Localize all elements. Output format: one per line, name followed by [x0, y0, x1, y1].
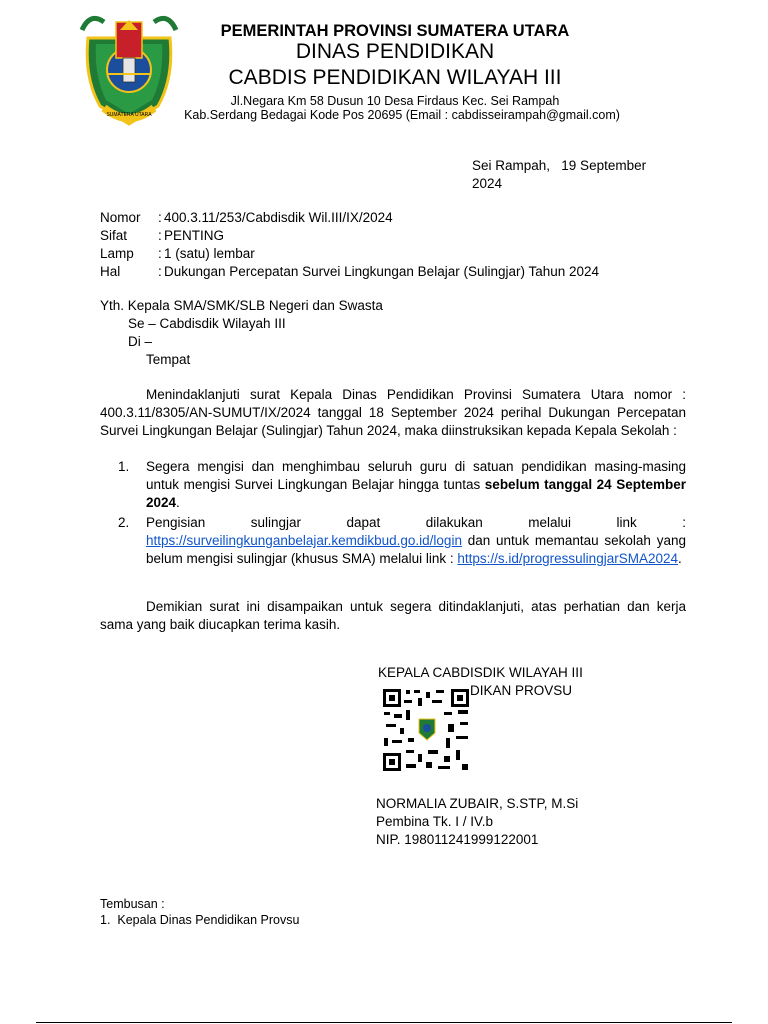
- meta-row-sifat: Sifat : PENTING: [100, 228, 225, 243]
- cc-item: 1. Kepala Dinas Pendidikan Provsu: [100, 913, 300, 927]
- item-text: Segera mengisi dan menghimbau seluruh guru di satuan pendidikan masing-masing untuk mengisi Survei Lingkungan Belajar hingga tuntas: [146, 459, 686, 492]
- header-branch: CABDIS PENDIDIKAN WILAYAH III: [228, 66, 562, 89]
- item-text: dan untuk memantau sekolah yang belum mengisi sulingjar (khusus SMA) melalui link :: [146, 533, 686, 566]
- meta-key: Hal: [100, 264, 121, 279]
- list-item: [118, 514, 686, 568]
- instruction-list: [118, 458, 686, 568]
- survey-login-link[interactable]: https://surveilingkunganbelajar.kemdikbud.go.id/login: [146, 533, 462, 548]
- list-item: [118, 458, 686, 512]
- signatory-title: KEPALA CABDISDIK WILAYAH III: [378, 665, 583, 680]
- header-office: DINAS PENDIDIKAN: [295, 40, 495, 63]
- recipient-line-2: Se – Cabdisdik Wilayah III: [128, 316, 286, 331]
- signatory-rank: Pembina Tk. I / IV.b: [376, 814, 494, 829]
- closing-paragraph: Demikian surat ini disampaikan untuk segera ditindaklanjuti, atas perhatian dan kerja sama yang baik diucapkan terima kasih.: [100, 599, 686, 632]
- item-end: .: [176, 495, 180, 510]
- meta-row-hal: Hal : Dukungan Percepatan Survei Lingkungan Belajar (Sulingjar) Tahun 2024: [100, 264, 600, 279]
- meta-value: 1 (satu) lembar: [164, 246, 255, 261]
- item-end: .: [678, 551, 682, 566]
- qr-code-signature: [382, 688, 470, 772]
- list-number: 2.: [118, 515, 130, 530]
- svg-text:SUMATERA UTARA: SUMATERA UTARA: [106, 112, 152, 118]
- meta-row-lamp: Lamp : 1 (satu) lembar: [100, 246, 255, 261]
- cc-heading: Tembusan :: [100, 897, 165, 911]
- signatory-name: NORMALIA ZUBAIR, S.STP, M.Si: [376, 796, 579, 811]
- letter-date-line-1: Sei Rampah, 19 September: [472, 158, 647, 173]
- header-address-line-1: Jl.Negara Km 58 Dusun 10 Desa Firdaus Kec. Sei Rampah: [230, 94, 560, 108]
- recipient-line-4: Tempat: [146, 352, 191, 367]
- header-address-line-2: Kab.Serdang Bedagai Kode Pos 20695 (Email : cabdisseirampah@gmail.com): [184, 108, 620, 122]
- meta-value: 400.3.11/253/Cabdisdik Wil.III/IX/2024: [164, 210, 393, 225]
- letter-date: [472, 157, 672, 193]
- recipient-line-1: Yth. Kepala SMA/SMK/SLB Negeri dan Swasta: [100, 298, 383, 313]
- letter-metadata: [100, 209, 599, 281]
- header-government: PEMERINTAH PROVINSI SUMATERA UTARA: [220, 22, 570, 40]
- meta-row-nomor: Nomor : 400.3.11/253/Cabdisdik Wil.III/IX/2024: [100, 210, 393, 225]
- body-intro-paragraph: Menindaklanjuti surat Kepala Dinas Pendidikan Provinsi Sumatera Utara nomor : 400.3.11/8305/AN-SUMUT/IX/2024 tanggal 18 September 2024 perihal Dukungan Percepatan Survei Lingkungan Belajar (Sulingjar) Tahun 2024, maka diinstruksikan kepada Kepala Sekolah :: [100, 387, 686, 438]
- progress-link[interactable]: https://s.id/progressulingjarSMA2024: [457, 551, 678, 566]
- deadline-text: sebelum tanggal 24 September 2024: [146, 477, 686, 510]
- page-bottom-rule: [36, 1022, 732, 1023]
- province-crest-logo: [78, 8, 180, 130]
- meta-value: Dukungan Percepatan Survei Lingkungan Belajar (Sulingjar) Tahun 2024: [164, 264, 600, 279]
- signatory-title-2: DIKAN PROVSU: [470, 683, 573, 698]
- meta-value: PENTING: [164, 228, 225, 243]
- meta-key: Nomor: [100, 210, 141, 225]
- recipient-line-3: Di –: [128, 334, 153, 349]
- list-number: 1.: [118, 459, 130, 474]
- meta-key: Sifat: [100, 228, 128, 243]
- letter-date-line-2: 2024: [472, 176, 503, 191]
- item-text: Pengisian sulingjar dapat dilakukan melalui link :: [146, 515, 686, 530]
- signatory-nip: NIP. 198011241999122001: [376, 832, 539, 847]
- meta-key: Lamp: [100, 246, 134, 261]
